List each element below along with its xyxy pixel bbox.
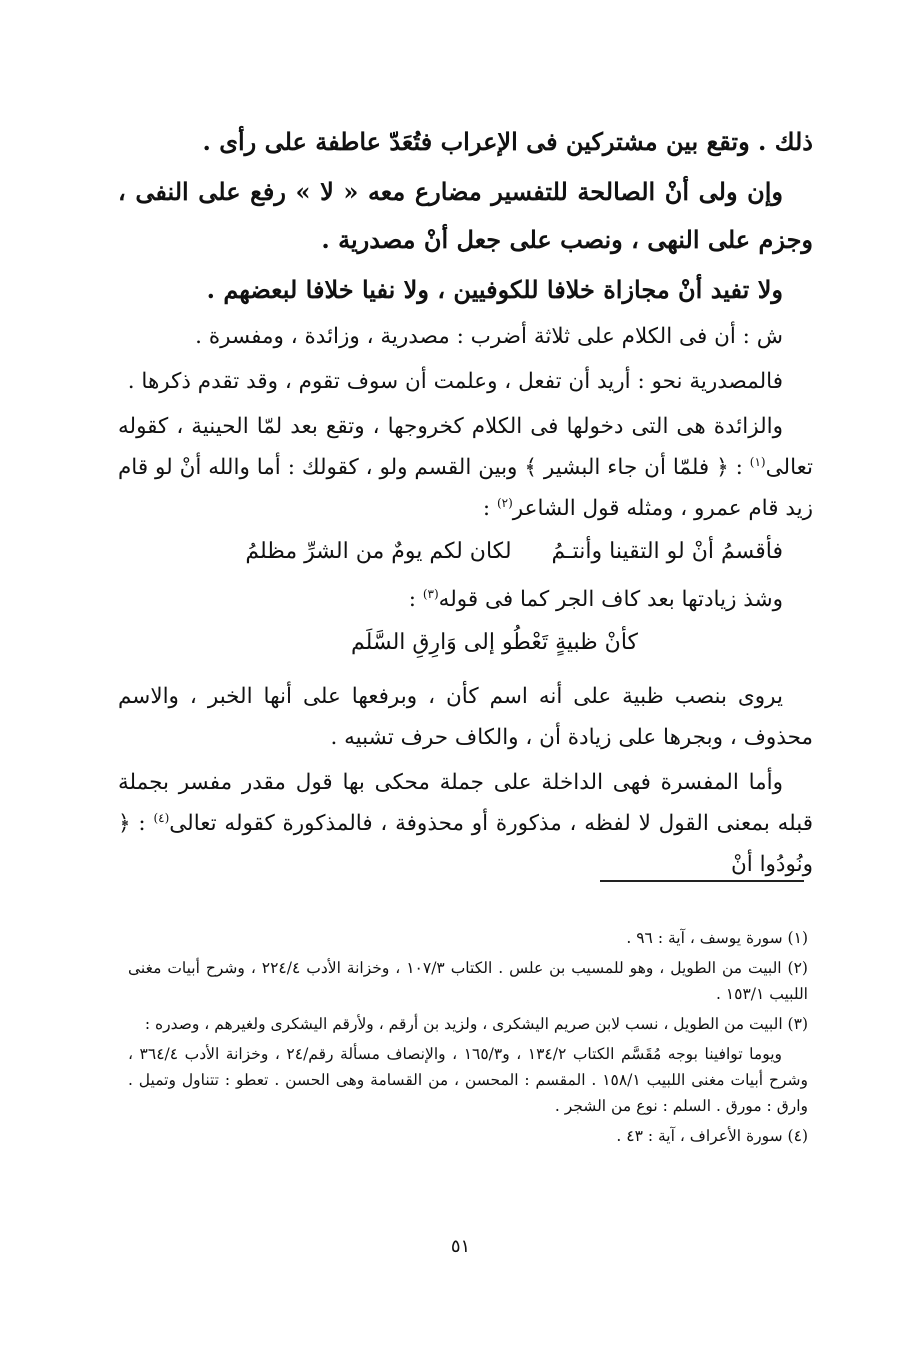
footnote-ref-1[interactable]: (١) <box>749 454 766 469</box>
kaf-text-b: : <box>408 587 423 612</box>
footnote-3-continuation: ويوما توافينا بوجه مُقَسَّم الكتاب ١٣٤/٢ ، و١٦٥/٣ ، والإنصاف مسألة رقم/٢٤ ، وخزانة الأدب ٣٦٤/٤ ، وشرح أبيات مغنى اللبيب ١٥٨/١ . المقسم : المحسن ، من القسامة وهى الحسن . تعطو : تتناول وتميل . وارق : مورق . السلم : نوع من الشجر . <box>128 1045 808 1115</box>
footnote-4: (٤) سورة الأعراف ، آية : ٤٣ . <box>616 1127 808 1145</box>
zaida-text-b: : ﴿ فلمّا أن جاء البشير ﴾ وبين القسم ولو ، كقولك : أما والله أنْ لو قام زيد قام عمرو ، ومثله قول الشاعر <box>118 455 813 521</box>
footnotes <box>128 925 808 1153</box>
footnote-1: (١) سورة يوسف ، آية : ٩٦ . <box>626 929 808 947</box>
poetry-verse-1 <box>118 533 813 571</box>
zaida-text-a: والزائدة هى التى دخولها فى الكلام كخروجها ، وتقع بعد لمّا الحينية ، كقوله تعالى <box>118 414 813 480</box>
main-text <box>118 118 813 889</box>
verse-second-hemistich: لكان لكم يومٌ من الشرِّ مظلمُ <box>245 539 512 564</box>
footnote-ref-3[interactable]: (٣) <box>422 586 439 601</box>
zaida-text-c: : <box>482 496 497 521</box>
riwaya-paragraph: يروى بنصب ظبية على أنه اسم كأن ، وبرفعها على أنها الخبر ، والاسم محذوف ، وبجرها على زيادة أن ، والكاف حرف تشبيه . <box>118 684 813 750</box>
page-number: ٥١ <box>450 1236 471 1257</box>
footnote-ref-2[interactable]: (٢) <box>496 495 513 510</box>
mufassira-text-b: : ﴿ ونُودُوا أنْ <box>118 811 813 877</box>
footnote-ref-4[interactable]: (٤) <box>153 810 170 825</box>
mufassira-paragraph <box>118 762 813 885</box>
kaf-paragraph <box>118 579 813 620</box>
poetry-verse-2: كأنْ ظبيةٍ تَعْطُو إلى وَارِقِ السَّلَم <box>351 630 638 655</box>
zaida-paragraph <box>118 406 813 529</box>
footnote-2: (٢) البيت من الطويل ، وهو للمسيب بن علس . الكتاب ١٠٧/٣ ، وخزانة الأدب ٢٢٤/٤ ، وشرح أبيات مغنى اللبيب ١٥٣/١ . <box>128 959 808 1003</box>
masdariya-paragraph: فالمصدرية نحو : أريد أن تفعل ، وعلمت أن سوف تقوم ، وقد تقدم ذكرها . <box>127 369 783 394</box>
matn-paragraph-3: ولا تفيد أنْ مجازاة خلافا للكوفيين ، ولا نفيا خلافا لبعضهم . <box>206 275 783 304</box>
mufassira-text-a: وأما المفسرة فهى الداخلة على جملة محكى بها قول مقدر مفسر بجملة قبله بمعنى القول لا لفظه ، مذكورة أو محذوفة ، فالمذكورة كقوله تعالى <box>118 770 814 836</box>
matn-paragraph-2: وإن ولى أنْ الصالحة للتفسير مضارع معه « لا » رفع على النفى ، وجزم على النهى ، ونصب على جعل أنْ مصدرية . <box>118 177 813 254</box>
verse-first-hemistich: فأقسمُ أنْ لو التقينا وأنتـمُ <box>551 539 783 564</box>
footnote-separator <box>600 880 804 882</box>
kaf-text-a: وشذ زيادتها بعد كاف الجر كما فى قوله <box>438 587 783 612</box>
matn-line-1: ذلك . وتقع بين مشتركين فى الإعراب فتُعَدّ عاطفة على رأى . <box>202 127 813 156</box>
sharh-intro: ش : أن فى الكلام على ثلاثة أضرب : مصدرية ، وزائدة ، ومفسرة . <box>195 324 783 349</box>
verse-gap <box>512 533 552 571</box>
footnote-3: (٣) البيت من الطويل ، نسب لابن صريم اليشكرى ، ولزيد بن أرقم ، ولأرقم اليشكرى ولغيرهم ، وصدره : <box>144 1015 808 1033</box>
